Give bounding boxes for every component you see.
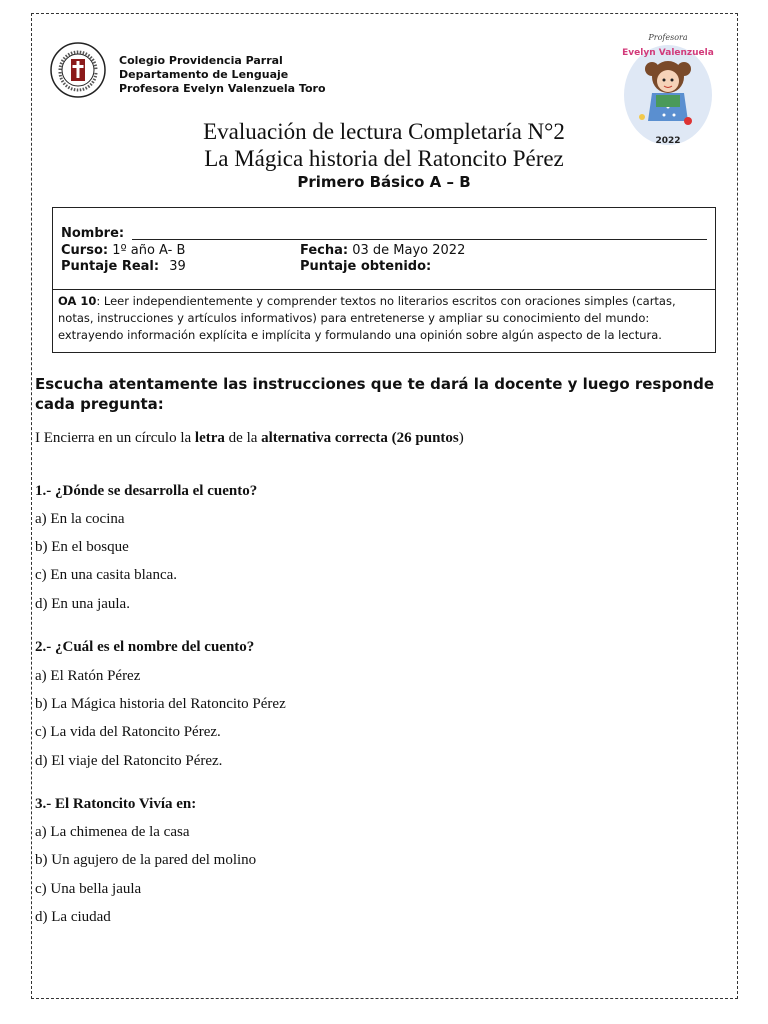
svg-text:2022: 2022: [655, 136, 681, 146]
date-value: 03 de Mayo 2022: [352, 243, 466, 258]
school-name: Colegio Providencia Parral: [119, 54, 283, 67]
department-name: Departamento de Lenguaje: [119, 68, 289, 81]
school-info: [119, 54, 326, 96]
question-3-option-d[interactable]: d) La ciudad: [35, 909, 111, 925]
question-2-option-c[interactable]: c) La vida del Ratoncito Pérez.: [35, 724, 221, 740]
section-bold-alternativa: alternativa correcta (26 puntos: [261, 430, 459, 446]
question-2-option-d[interactable]: d) El viaje del Ratoncito Pérez.: [35, 753, 223, 769]
question-1-option-b[interactable]: b) En el bosque: [35, 539, 129, 555]
name-label: Nombre:: [61, 226, 125, 241]
course-row: [61, 243, 185, 258]
teacher-name: Profesora Evelyn Valenzuela Toro: [119, 82, 326, 95]
section-prefix: I Encierra en un círculo la: [35, 430, 195, 446]
question-3-option-a[interactable]: a) La chimenea de la casa: [35, 824, 190, 840]
question-2-option-a[interactable]: a) El Ratón Pérez: [35, 668, 141, 684]
svg-text:Evelyn Valenzuela: Evelyn Valenzuela: [622, 48, 714, 58]
general-instructions: Escucha atentamente las instrucciones que te dará la docente y luego responde cada pregunta:: [35, 375, 714, 413]
svg-text:Profesora: Profesora: [648, 33, 688, 42]
oa-label: OA 10: [58, 294, 97, 308]
section-bold-letra: letra: [194, 430, 225, 446]
name-field-line[interactable]: [132, 239, 707, 240]
course-label: Curso:: [61, 243, 109, 258]
question-1-option-c[interactable]: c) En una casita blanca.: [35, 567, 178, 583]
info-box-divider: [52, 289, 716, 290]
question-2-option-b[interactable]: b) La Mágica historia del Ratoncito Pérez: [35, 696, 286, 712]
name-row: [61, 226, 124, 241]
question-1-option-d[interactable]: d) En una jaula.: [35, 596, 130, 612]
section-mid: de la: [224, 430, 262, 446]
title-line-1: Evaluación de lectura Completaría N°2: [203, 119, 565, 144]
course-value: 1º año A- B: [112, 243, 186, 258]
question-3-option-b[interactable]: b) Un agujero de la pared del molino: [35, 852, 257, 868]
title-line-3: Primero Básico A – B: [297, 173, 471, 191]
section-suffix: ): [458, 430, 464, 446]
question-3-option-c[interactable]: c) Una bella jaula: [35, 881, 142, 897]
section-instruction: [35, 430, 464, 447]
score-obtained-label: Puntaje obtenido:: [300, 259, 432, 274]
score-real-row: [61, 259, 186, 274]
question-3: 3.- El Ratoncito Vivía en:: [35, 796, 197, 812]
date-label: Fecha:: [300, 243, 349, 258]
score-real-value: 39: [169, 259, 186, 274]
school-crest-logo: [50, 42, 106, 98]
oa-description: : Leer independientemente y comprender textos no literarios escritos con oraciones simples (cartas, notas, instrucciones y artículos informativos) para entretenerse y ampliar su conocimiento del mundo: extrayendo información explícita e implícita y formulando una opinión sobre algún aspecto de la lectura.: [58, 294, 676, 342]
date-row: [300, 243, 465, 258]
question-2: 2.- ¿Cuál es el nombre del cuento?: [35, 639, 255, 655]
question-1-option-a[interactable]: a) En la cocina: [35, 511, 125, 527]
score-obtained-row: [300, 259, 431, 274]
question-1: 1.- ¿Dónde se desarrolla el cuento?: [35, 483, 258, 499]
score-real-label: Puntaje Real:: [61, 259, 160, 274]
title-line-2: La Mágica historia del Ratoncito Pérez: [204, 146, 564, 171]
learning-objective: [58, 293, 710, 344]
